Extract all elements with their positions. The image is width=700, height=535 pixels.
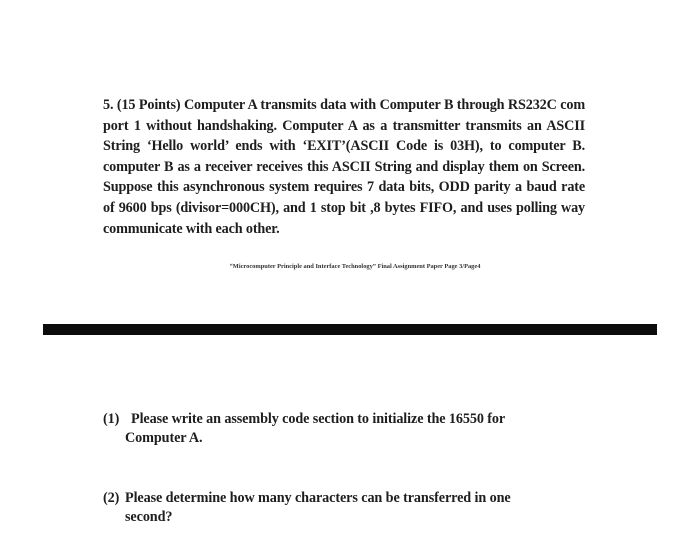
sub-question-2-number: (2) — [103, 490, 120, 506]
page-footer: “Microcomputer Principle and Interface Technology” Final Assignment Paper Page 3/Page4 — [229, 263, 481, 270]
sub-question-1-line2: Computer A. — [125, 430, 203, 446]
page-divider — [43, 324, 657, 335]
sub-question-1-line1: Please write an assembly code section to initialize the 16550 for — [131, 411, 506, 427]
sub-question-2 — [103, 489, 583, 527]
sub-question-2-line1: Please determine how many characters can be transferred in one — [125, 490, 511, 506]
question-5-text: 5. (15 Points) Computer A transmits data with Computer B through RS232C com port 1 without handshaking. Computer A as a transmitter transmits an ASCII String ‘Hello world’ ends with ‘EXIT’(ASCII Code is 03H), to computer B. computer B as a receiver receives this ASCII String and display them on Screen. Suppose this asynchronous system requires 7 data bits, ODD parity a baud rate of 9600 bps (divisor=000CH), and 1 stop bit ,8 bytes FIFO, and uses polling way communicate with each other. — [103, 97, 585, 237]
sub-question-1-number: (1) — [103, 411, 120, 427]
sub-question-1 — [103, 410, 583, 448]
sub-question-2-line2: second? — [125, 509, 173, 525]
